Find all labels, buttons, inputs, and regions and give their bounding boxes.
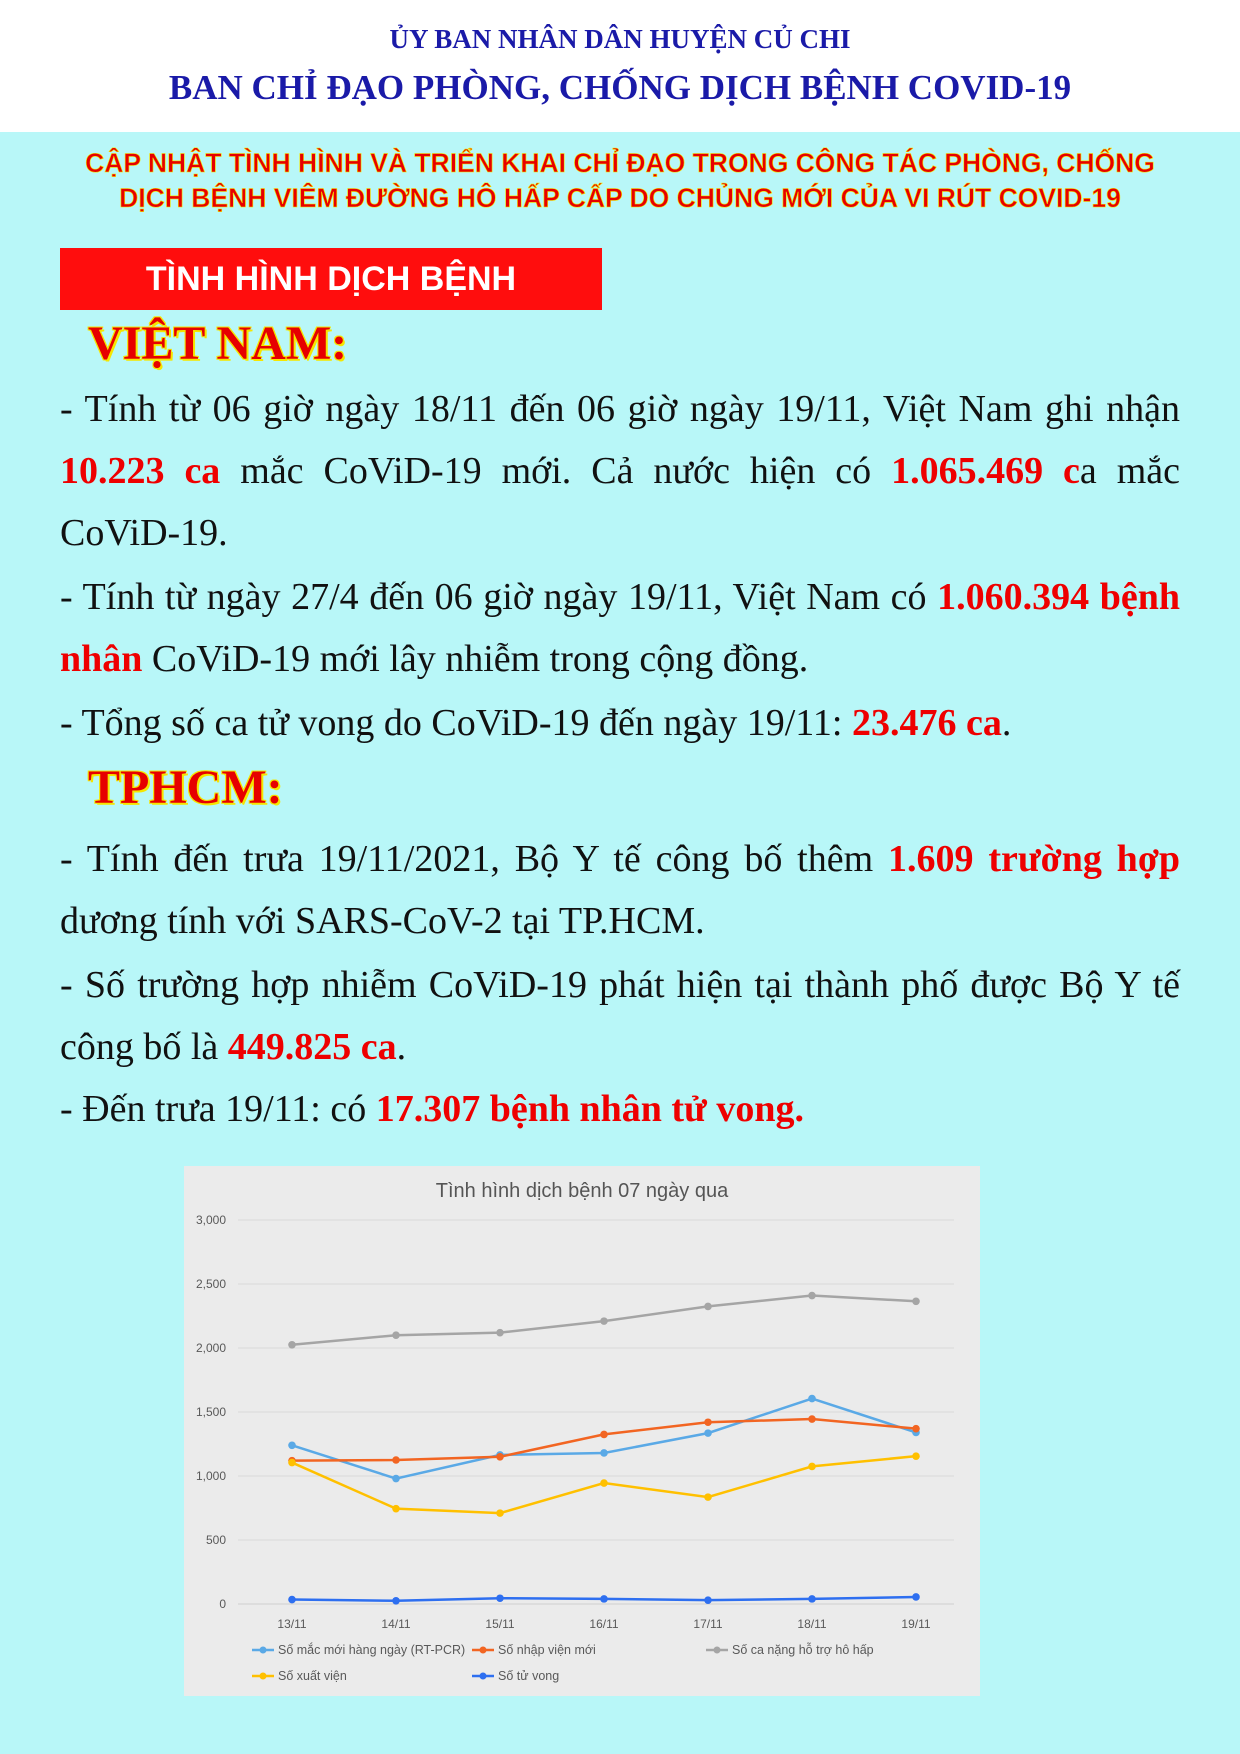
header	[0, 0, 1240, 132]
y-tick-label: 1,000	[195, 1469, 226, 1483]
text: CoViD-19 mới lây nhiễm trong cộng đồng.	[142, 638, 809, 680]
text: - Số trường hợp nhiễm CoViD-19 phát hiện tại thành phố được Bộ Y tế công bố là	[60, 964, 1180, 1068]
data-point	[600, 1317, 608, 1325]
vietnam-paragraph-2	[60, 566, 1180, 690]
data-point	[392, 1456, 400, 1464]
highlight-total-cases: 1.065.469 c	[891, 450, 1080, 492]
data-point	[600, 1479, 608, 1487]
text: .	[396, 1026, 407, 1068]
tphcm-paragraph-1	[60, 828, 1180, 952]
data-point	[912, 1593, 920, 1601]
x-tick-label: 13/11	[277, 1617, 307, 1631]
y-tick-label: 2,000	[195, 1341, 226, 1355]
chart-svg	[184, 1166, 980, 1696]
text: - Đến trưa 19/11: có	[60, 1088, 376, 1130]
text: - Tổng số ca tử vong do CoViD-19 đến ngày 19/11:	[60, 702, 852, 744]
x-tick-label: 18/11	[797, 1617, 827, 1631]
y-tick-label: 3,000	[195, 1213, 226, 1227]
legend-label: Số mắc mới hàng ngày (RT-PCR)	[278, 1643, 466, 1657]
line-chart	[184, 1166, 980, 1696]
x-tick-label: 15/11	[485, 1617, 515, 1631]
update-title-line2: DỊCH BỆNH VIÊM ĐƯỜNG HÔ HẤP CẤP DO CHỦNG MỚI CỦA VI RÚT COVID-19	[119, 183, 1121, 213]
highlight-hcm-new-cases: 1.609 trường hợp	[888, 838, 1180, 880]
legend-label: Số nhập viện mới	[498, 1643, 596, 1657]
highlight-new-cases: 10.223 ca	[60, 450, 221, 492]
text: a mắc CoViD-19.	[60, 450, 1180, 554]
chart-title: Tình hình dịch bệnh 07 ngày qua	[435, 1180, 729, 1202]
legend-marker-dot	[714, 1647, 721, 1654]
legend-label: Số ca nặng hỗ trợ hô hấp	[732, 1643, 874, 1657]
section-banner: TÌNH HÌNH DỊCH BỆNH	[60, 248, 602, 310]
data-point	[600, 1449, 608, 1457]
highlight-community-patients: 1.060.394 bệnh nhân	[60, 576, 1180, 680]
tphcm-heading: TPHCM:	[88, 761, 283, 814]
data-point	[392, 1475, 400, 1483]
y-tick-label: 500	[205, 1533, 226, 1547]
y-tick-label: 2,500	[195, 1277, 226, 1291]
text: - Tính từ 06 giờ ngày 18/11 đến 06 giờ ngày 19/11, Việt Nam ghi nhận	[60, 388, 1180, 430]
data-point	[704, 1429, 712, 1437]
text: .	[1001, 702, 1012, 744]
update-title	[30, 146, 1210, 216]
data-point	[704, 1303, 712, 1311]
data-point	[704, 1596, 712, 1604]
data-point	[808, 1292, 816, 1300]
x-tick-label: 14/11	[381, 1617, 411, 1631]
legend-label: Số tử vong	[498, 1669, 560, 1683]
legend-marker-dot	[480, 1647, 487, 1654]
tphcm-paragraph-2	[60, 954, 1180, 1078]
data-point	[912, 1297, 920, 1305]
y-tick-label: 0	[219, 1597, 226, 1611]
data-point	[288, 1441, 296, 1449]
data-point	[496, 1453, 504, 1461]
data-point	[600, 1595, 608, 1603]
organization-name: ỦY BAN NHÂN DÂN HUYỆN CỦ CHI	[389, 24, 851, 54]
data-point	[496, 1509, 504, 1517]
highlight-hcm-total: 449.825 ca	[227, 1026, 397, 1068]
board-name: BAN CHỈ ĐẠO PHÒNG, CHỐNG DỊCH BỆNH COVID-19	[168, 68, 1072, 107]
tphcm-paragraph-3	[60, 1078, 1180, 1140]
legend-label: Số xuất viện	[278, 1669, 347, 1683]
data-point	[808, 1395, 816, 1403]
data-point	[392, 1597, 400, 1605]
data-point	[288, 1341, 296, 1349]
highlight-hcm-deaths: 17.307 bệnh nhân tử vong.	[375, 1088, 804, 1130]
data-point	[808, 1463, 816, 1471]
legend-marker-dot	[260, 1647, 267, 1654]
legend-marker-dot	[260, 1673, 267, 1680]
data-point	[496, 1329, 504, 1337]
vietnam-paragraph-1	[60, 378, 1180, 564]
data-point	[704, 1493, 712, 1501]
vietnam-heading: VIỆT NAM:	[88, 317, 348, 370]
data-point	[808, 1595, 816, 1603]
text: - Tính từ ngày 27/4 đến 06 giờ ngày 19/11, Việt Nam có	[60, 576, 938, 618]
data-point	[808, 1415, 816, 1423]
data-point	[600, 1431, 608, 1439]
update-title-line1: CẬP NHẬT TÌNH HÌNH VÀ TRIỂN KHAI CHỈ ĐẠO TRONG CÔNG TÁC PHÒNG, CHỐNG	[85, 148, 1155, 178]
data-point	[912, 1452, 920, 1460]
y-tick-label: 1,500	[195, 1405, 226, 1419]
text: - Tính đến trưa 19/11/2021, Bộ Y tế công bố thêm	[60, 838, 888, 880]
data-point	[392, 1505, 400, 1513]
data-point	[912, 1425, 920, 1433]
data-point	[288, 1459, 296, 1467]
data-point	[704, 1418, 712, 1426]
legend-marker-dot	[480, 1673, 487, 1680]
data-point	[496, 1594, 504, 1602]
data-point	[392, 1331, 400, 1339]
text: mắc CoViD-19 mới. Cả nước hiện có	[220, 450, 892, 492]
x-tick-label: 17/11	[693, 1617, 723, 1631]
vietnam-paragraph-3	[60, 692, 1180, 754]
text: dương tính với SARS-CoV-2 tại TP.HCM.	[60, 900, 705, 942]
x-tick-label: 19/11	[901, 1617, 931, 1631]
data-point	[288, 1596, 296, 1604]
highlight-deaths: 23.476 ca	[851, 702, 1002, 744]
x-tick-label: 16/11	[589, 1617, 619, 1631]
